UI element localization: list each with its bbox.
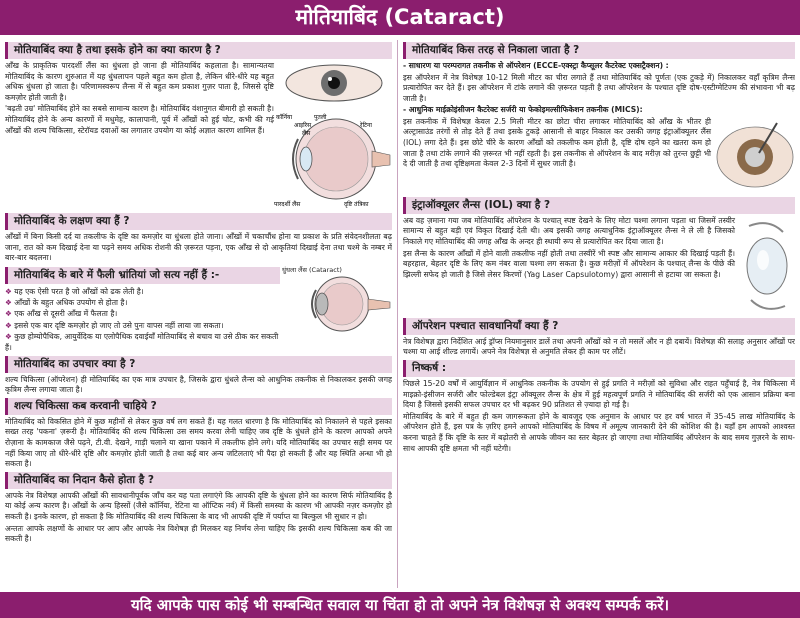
section-body-what-is-cataract (5, 61, 392, 211)
paragraph: इस ऑपरेशन में नेत्र विशेषज्ञ 10-12 मिली मीटर का चीरा लगाते हैं तथा मोतियाबिंद को पूर्णतः (एक टुकड़े में) निकालकर वहाँ कृत्रिम लैन्स प्रत्यारोपित कर देते हैं। इस ऑपरेशन में टांके लगाने की ज़रूरत पड़ती है तथा ऑपरेशन के पश्चात दृष्टि दोष-एस्टीग्मेटिज्म की संभावना भी बढ़ जाती है। (403, 72, 795, 103)
list-item: ❖ यह एक ऐसी परत है जो आँखों को ढक लेती है। (5, 286, 280, 297)
iol-lens-figure (739, 216, 795, 316)
label-iris: आइरिस (294, 122, 312, 129)
list-item: ❖ एक आँख से दूसरी आँख में फैलता है। (5, 308, 280, 319)
paragraph: अब वह ज़माना गया जब मोतियाबिंद ऑपरेशन के पश्चात् स्पष्ट देखने के लिए मोटा चश्मा लगाना पड़ता था जिसमें तस्वीर सामान्य से बहुत बड़ी एवं विकृत दिखाई देती थी। अब इसकी जगह अत्याधुनिक इंट्राऑक्यूलर लैन्स ने ले ली है जिसको निकाले गए मोतियाबिंद की जगह आँख के अन्दर ही स्थायी रूप से प्रत्यारोपित कर दिया जाता है। (403, 215, 735, 246)
label-lens: लैंस (302, 130, 311, 137)
section-heading-diagnosis: मोतियाबिंद का निदान कैसे होता है ? (5, 472, 392, 489)
left-column (5, 40, 392, 588)
paragraph: 'बढ़ती उम्र' मोतियाबिंद होने का सबसे सामान्य कारण है। मोतियाबिंद वंशानुगत बीमारी हो सकती है। मोतियाबिंद होने के अन्य कारणों में मधुमेह, कालापानी, पूर्व में आँखों को हुई चोट, कभी की गई आँखों की शल्य चिकित्सा, स्टेरॉयड दवाओं का लगातार उपयोग या कोई अज्ञात कारण शामिल हैं। (5, 104, 274, 135)
surgery-eye-illustration (715, 117, 795, 195)
section-heading-removal: मोतियाबिंद किस तरह से निकाला जाता है ? (403, 42, 795, 59)
right-column (403, 40, 795, 588)
label-cornea: कॉर्निया (276, 114, 293, 121)
label-clear-lens: पारदर्शी लैंस (274, 201, 301, 208)
section-heading-what-is-cataract: मोतियाबिंद क्या है तथा इसके होने का क्या कारण है ? (5, 42, 392, 59)
cataract-eye-illustration (282, 274, 392, 334)
section-heading-treatment: मोतियाबिंद का उपचार क्या है ? (5, 356, 392, 373)
section-heading-myths: मोतियाबिंद के बारे में फैली भ्रांतियां जो सत्य नहीं हैं :- (5, 267, 280, 284)
paragraph: शल्य चिकित्सा (ऑपरेशन) ही मोतियाबिंद का एक मात्र उपचार है, जिसके द्वारा धुंधले लैन्स को आधुनिक तकनीक से निकालकर इसकी जगह कृत्रिम लैन्स लगाया जाता है। (5, 374, 392, 395)
section-heading-symptoms: मोतियाबिंद के लक्षण क्या हैं ? (5, 213, 392, 230)
section-heading-precautions: ऑपरेशन पश्चात सावधानियाँ क्या हैं ? (403, 318, 795, 335)
cataract-eye-figure (282, 265, 392, 354)
surgery-eye-figure (715, 117, 795, 195)
paragraph: मोतियाबिंद को विकसित होने में कुछ महीनों से लेकर कुछ वर्ष लग सकते हैं। यह गलत धारणा है कि मोतियाबिंद को निकालने से पहले इसका सख्त तरह 'पकना' ज़रूरी है। मोतियाबिंद की शल्य चिकित्सा उस समय करवा लेनी चाहिए जब दृष्टि के धुंधले होने के कारण आपको अपने रोज़ाना के कामकाज जैसे पढ़ने, टी.वी. देखने, गाड़ी चलाने या खाना पकाने में तकलीफ होने लगे। यदि मोतियाबिंद का उपचार सही समय पर नहीं किया जाए तो धीरे-धीरे दृष्टि और कमज़ोर होती जाती है तथा कई बार अन्य जटिलताएं भी पैदा हो सकती हैं और यह स्थिति अन्धा भी हो सकता है। (5, 416, 392, 469)
paragraph: आँखों में बिना किसी दर्द या तकलीफ के दृष्टि का कमज़ोर या धुंधला होते जाना। आँखों में चकाचौंध होना या प्रकाश के प्रति संवेदनशीलता बढ़ जाना, रात को कम दिखाई देना या पढ़ने समय अधिक रोशनी की ज़रूरत पड़ना, एक आँख से दो आकृतियां दिखाई देना तथा चश्मे के नम्बर में बार-बार बदलना। (5, 232, 392, 263)
section-heading-when-surgery: शल्य चिकित्सा कब करवानी चाहिये ? (5, 398, 392, 415)
paragraph: इस तकनीक में विशेषज्ञ केवल 2.5 मिली मीटर का छोटा चीरा लगाकर मोतियाबिंद को आँख के भीतर ही अल्ट्रासाउंड तरंगों से तोड़ देते हैं तथा इसके टुकड़े आसानी से बाहर निकाल कर उसकी जगह इंट्राऑक्यूलर लैंस (IOL) लगा देते हैं। इस छोटे चीरे के कारण आँखों को तकलीफ कम होती है, दृष्टि दोष रहने का खतरा कम हो जाता है तथा टांके लगाने की ज़रूरत भी नहीं रहती है। इस तकनीक से ऑपरेशन के बाद मरीज़ को तुरन्त छुट्टी भी दे दी जाती है तथा दृष्टिक्षमता केवल 2-3 दिनों में सुधर जाती है। (403, 116, 711, 169)
subheading-mics: - आधुनिक माईक्रोइंसीजन कैटरेक्ट सर्जरी या फेकोइमल्सीफिकेशन तकनीक (MICS): (403, 105, 643, 115)
section-heading-iol: इंट्राऑक्यूलर लैन्स (IOL) क्या है ? (403, 197, 795, 214)
cataract-label: धुंधला लैंस (Cataract) (282, 265, 342, 274)
column-divider (397, 40, 398, 588)
paragraph: आपके नेत्र विशेषज्ञ आपकी आँखों की सावधानीपूर्वक जाँच कर यह पता लगाएंगे कि आपकी दृष्टि के धुंधला होने का कारण सिर्फ मोतियाबिंद है या कोई अन्य कारण है। आँखों के अन्य हिस्सों (जैसे कॉर्निया, रेटिना या ऑप्टिक नर्व) में किसी समस्या के कारण भी आपकी नज़र कमज़ोर हो सकती है। इनके कारण, हो सकता है कि मोतियाबिंद की शल्य चिकित्सा के बाद भी आपकी दृष्टि में पर्याप्त या बिल्कुल भी सुधार न हो। (5, 490, 392, 521)
paragraph: नेत्र विशेषज्ञ द्वारा निर्देशित आई ड्रॉप्स नियमानुसार डालें तथा अपनी आँखों को न तो मसलें और न ही दबायें। विशेषज्ञ की सलाह अनुसार आँखों पर चश्मा या आई शील्ड लगायें। अपने नेत्र विशेषज्ञ से अनुमति लेकर ही काम पर लौटें। (403, 336, 795, 357)
footer-banner: यदि आपके पास कोई भी सम्बन्धित सवाल या चिंता हो तो अपने नेत्र विशेषज्ञ से अवश्य सम्पर्क करें। (0, 592, 800, 618)
iol-lens-illustration (739, 216, 795, 316)
list-item: ❖ आँखों के बहुत अधिक उपयोग से होता है। (5, 297, 280, 308)
subheading-ecce: - साधारण या परम्परागत तकनीक से ऑपरेशन (ECCE-एक्स्ट्रा कैप्सूलर कैटरेक्ट एक्सट्रैक्शन) : (403, 61, 669, 70)
paragraph: अन्ततः आपके लक्षणों के आधार पर आप और आपके नेत्र विशेषज्ञ ही मिलकर यह निर्णय लेना चाहिए कि इसकी शल्य चिकित्सा कब की जा सकती है। (5, 523, 392, 544)
paragraph: इस लैन्स के कारण आँखों में होने वाली तकलीफ नहीं होती तथा तस्वीरें भी स्पष्ट और सामान्य आकार की दिखाई पड़ती हैं। बहरहाल, बेहतर दृष्टि के लिए कम नंबर वाला चश्मा लग सकता है। कुछ मरीज़ों में ऑपरेशन के पश्चात् लैन्स के पीछे की झिल्ली सफेद हो जाती है जिसे लेसर किरणों (Yag Laser Capsulotomy) द्वारा आसानी से हटाया जा सकता है। (403, 248, 735, 279)
paragraph: मोतियाबिंद के बारे में बहुत ही कम जागरूकता होने के बावजूद एक अनुमान के आधार पर हर वर्ष भारत में 35-45 लाख मोतियाबिंद के ऑपरेशन होते हैं, इस पत्र के ज़रिए हमने आपको मोतियाबिंद के विषय में अमूल्य जानकारी देने की कोशिश की है। यहाँ हम आपको आश्वस्त करना चाहते हैं कि दृष्टि के स्तर में बढ़ोतरी से आपके जीवन का स्तर बेहतर हो जाएगा तथा मोतियाबिंद ऑपरेशन के बाद समय गुज़रने के साथ-साथ आपकी दृष्टि क्षमता भी नहीं घटेगी। (403, 411, 795, 453)
paragraph: आँख के प्राकृतिक पारदर्शी लैंस का धुंधला हो जाना ही मोतियाबिंद कहलाता है। सामान्यतया मोतियाबिंद के कारण शुरुआत में यह धुंधलापन पहले बहुत कम होता है, लेकिन धीरे-धीरे यह बहुत अधिक धुंधला हो जाता है। परिणामस्वरूप लैन्स में से बहुत कम प्रकाश गुज़र पाता है, जिससे दृष्टि कमज़ोर होती जाती है। (5, 61, 274, 102)
paragraph: पिछले 15-20 वर्षों में आयुर्विज्ञान में आधुनिक तकनीक के उपयोग से हुई प्रगति ने मरीज़ों को सुविधा और राहत पहुँचाई है, नेत्र चिकित्सा में माइक्रो-इंसीजन सर्जरी और फोल्डेबल इंट्रा ऑक्यूलर लैन्स के क्षेत्र में हुई महत्वपूर्ण प्रगति ने मोतियाबिंद की सर्जरी को एक आसान प्रक्रिया बना दिया है जिससे इसकी सफल उपचार दर भी बढ़कर 90 प्रतिशत से ज़्यादा हो गई है। (403, 378, 795, 410)
label-retina: रेटिना (360, 122, 372, 129)
section-heading-conclusion: निष्कर्ष : (403, 360, 795, 377)
label-pupil: पुतली (314, 114, 327, 121)
eye-anatomy-illustration (274, 61, 392, 211)
eye-anatomy-figure (274, 61, 392, 211)
myths-list (5, 286, 280, 354)
label-optic-nerve: दृष्टि तंत्रिका (344, 201, 369, 208)
list-item: ❖ इससे एक बार दृष्टि कमज़ोर हो जाए तो उसे पुनः वापस नहीं लाया जा सकता। (5, 320, 280, 331)
list-item: ❖ कुछ होम्योपैथिक, आयुर्वेदिक या एलोपैथिक दवाईयाँ मोतियाबिंद से बचाव या उसे ठीक कर सकती हैं। (5, 331, 280, 354)
page-title: मोतियाबिंद (Cataract) (0, 0, 800, 35)
